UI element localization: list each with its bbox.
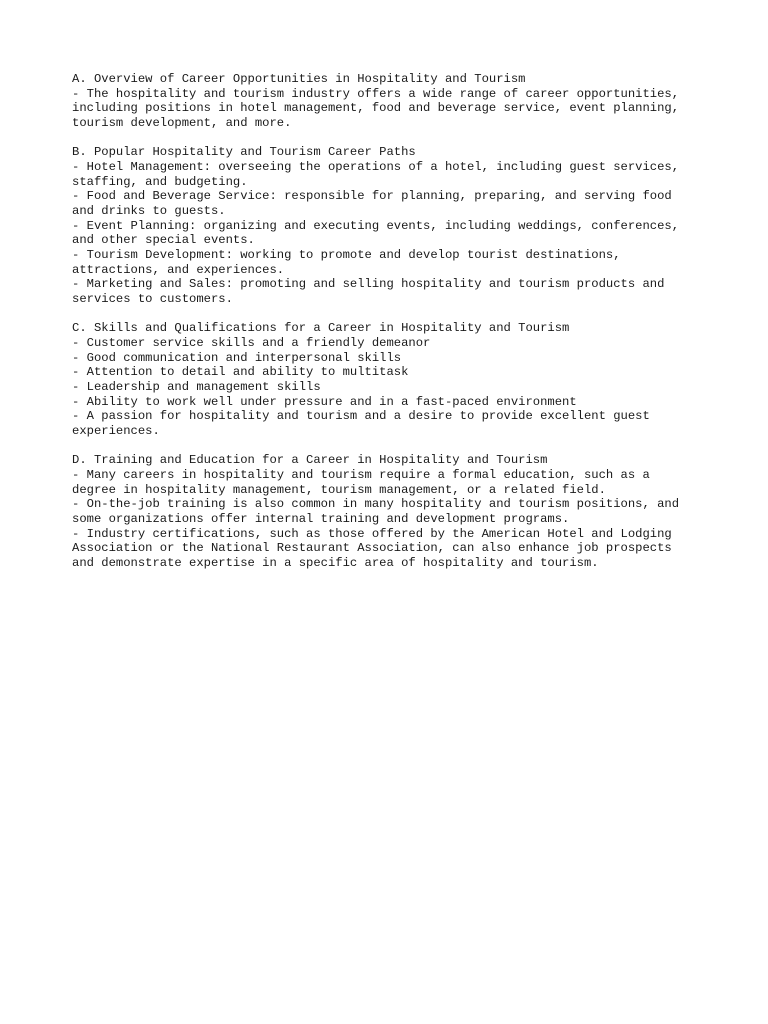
text-line: and other special events. [72,233,255,248]
text-line: including positions in hotel management, food and beverage service, event planning, [72,101,680,116]
text-line: - Food and Beverage Service: responsible for planning, preparing, and serving food [72,189,672,204]
text-line: - Event Planning: organizing and executing events, including weddings, conferences, [72,218,680,233]
text-line: - The hospitality and tourism industry offers a wide range of career opportunities, [72,86,680,101]
section-heading: A. Overview of Career Opportunities in Hospitality and Tourism [72,72,526,86]
text-line: - Hotel Management: overseeing the operations of a hotel, including guest services, [72,160,680,175]
text-line: experiences. [72,424,160,439]
section-training [72,453,712,570]
text-line: and demonstrate expertise in a specific area of hospitality and tourism. [72,556,599,571]
text-line: tourism development, and more. [72,116,292,131]
text-line: - Industry certifications, such as those offered by the American Hotel and Lodging [72,526,672,541]
text-line: - Good communication and interpersonal skills [72,350,402,365]
section-heading: B. Popular Hospitality and Tourism Career Paths [72,145,416,160]
text-line: staffing, and budgeting. [72,174,248,189]
text-line: some organizations offer internal training and development programs. [72,512,570,527]
text-line: degree in hospitality management, tourism management, or a related field. [72,482,606,497]
text-line: - Attention to detail and ability to multitask [72,365,409,380]
text-line: and drinks to guests. [72,204,226,219]
text-line: Association or the National Restaurant Association, can also enhance job prospects [72,541,672,556]
text-line: - Marketing and Sales: promoting and selling hospitality and tourism products and [72,277,665,292]
section-heading: D. Training and Education for a Career in Hospitality and Tourism [72,453,548,468]
text-line: - Customer service skills and a friendly demeanor [72,336,431,351]
text-line: - Ability to work well under pressure and in a fast-paced environment [72,394,577,409]
section-heading: C. Skills and Qualifications for a Career in Hospitality and Tourism [72,321,570,336]
text-line: services to customers. [72,292,233,307]
section-career-paths [72,145,712,306]
text-line: - On-the-job training is also common in many hospitality and tourism positions, and [72,497,680,512]
section-skills [72,321,712,438]
text-line: attractions, and experiences. [72,262,285,277]
text-line: - A passion for hospitality and tourism and a desire to provide excellent guest [72,409,650,424]
section-overview [72,72,712,131]
document-page [72,72,712,585]
text-line: - Tourism Development: working to promote and develop tourist destinations, [72,248,621,263]
text-line: - Many careers in hospitality and tourism require a formal education, such as a [72,468,650,483]
text-line: - Leadership and management skills [72,380,321,395]
